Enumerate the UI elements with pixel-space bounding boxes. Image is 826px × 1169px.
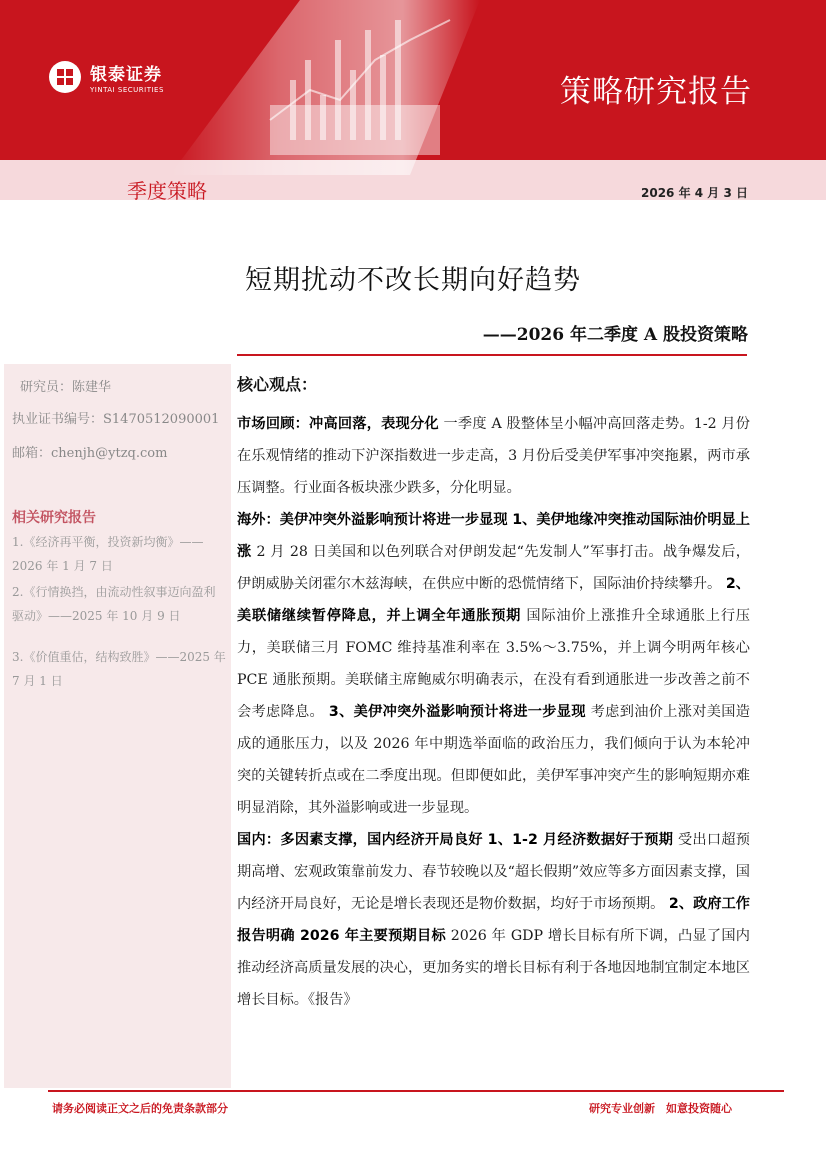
domestic-point-1-text: 受出口超预期高增、宏观政策靠前发力、春节较晚以及“超长假期”效应等多方面因素支撑，国内经济开局良好，无论是增长表现还是物价数据，均好于市场预期。 — [237, 832, 750, 912]
related-report-item[interactable]: 2.《行情换挡，由流动性叙事迈向盈利驱动》——2025 年 10 月 9 日 — [12, 585, 216, 623]
overseas-point-1-heading: 1、美伊地缘冲突推动国际油价明显上涨 — [237, 512, 750, 560]
core-views-body — [237, 408, 750, 1016]
domestic-point-2-heading: 2、政府工作报告明确 2026 年主要预期目标 — [237, 896, 750, 944]
overseas-point-1-text: 2 月 28 日美国和以色列联合对伊朗发起“先发制人”军事打击。战争爆发后，伊朗威胁关闭霍尔木兹海峡，在供应中断的恐慌情绪下，国际油价持续攀升。 — [237, 544, 750, 592]
related-reports-heading: 相关研究报告 — [12, 510, 96, 526]
license-number: 执业证书编号：S1470512090001 — [12, 412, 220, 427]
publication-date: 2026 年 4 月 3 日 — [641, 186, 748, 200]
sidebar — [4, 364, 231, 1088]
overseas-point-2-text: 国际油价上涨推升全球通胀上行压力，美联储三月 FOMC 维持基准利率在 3.5%～3.75%，并上调今明两年核心 PCE 通胀预期。美联储主席鲍威尔明确表示，在没有看到通胀进一步改善之前不会考虑降息。 — [237, 608, 750, 720]
company-logo — [48, 60, 164, 94]
analyst-email[interactable]: 邮箱：chenjh@ytzq.com — [12, 446, 168, 461]
market-review-text: 一季度 A 股整体呈小幅冲高回落走势。1-2 月份在乐观情绪的推动下沪深指数进一步走高，3 月份后受美伊军事冲突拖累，两市承压调整。行业面各板块涨少跌多，分化明显。 — [237, 416, 750, 496]
market-review-paragraph — [237, 408, 750, 504]
domestic-point-1-heading: 1、1-2 月经济数据好于预期 — [487, 832, 674, 848]
analyst-name: 研究员：陈建华 — [20, 380, 112, 395]
domestic-paragraph — [237, 824, 750, 1016]
domestic-heading: 国内：多因素支撑，国内经济开局良好 — [237, 832, 483, 848]
report-header — [0, 0, 826, 203]
related-report-item[interactable]: 3.《价值重估，结构致胜》——2025 年 7 月 1 日 — [12, 650, 226, 688]
core-views-heading: 核心观点： — [237, 375, 318, 394]
title-divider — [237, 354, 747, 356]
footer-slogan: 研究专业创新 如意投资随心 — [589, 1102, 732, 1115]
overseas-point-2-heading: 2、美联储继续暂停降息，并上调全年通胀预期 — [237, 576, 750, 624]
header-decorative-artwork — [150, 0, 570, 175]
report-title: 短期扰动不改长期向好趋势 — [245, 265, 581, 296]
related-report-item[interactable]: 1.《经济再平衡，投资新均衡》——2026 年 1 月 7 日 — [12, 535, 204, 573]
overseas-point-3-text: 考虑到油价上涨对美国造成的通胀压力，以及 2026 年中期选举面临的政治压力，我们倾向于认为本轮冲突的关键转折点或在二季度出现。但即便如此，美伊军事冲突产生的影响短期亦难明显消除，其外溢影响或进一步显现。 — [237, 704, 750, 816]
footer-divider — [48, 1090, 784, 1092]
overseas-heading: 海外：美伊冲突外溢影响预计将进一步显现 — [237, 512, 508, 528]
logo-english-name: YINTAI SECURITIES — [90, 86, 164, 94]
logo-chinese-name: 银泰证券 — [90, 65, 162, 85]
footer-disclaimer-note: 请务必阅读正文之后的免责条款部分 — [52, 1102, 228, 1115]
market-review-heading: 市场回顾：冲高回落，表现分化 — [237, 416, 439, 432]
report-type: 策略研究报告 — [560, 74, 752, 110]
overseas-point-3-heading: 3、美伊冲突外溢影响预计将进一步显现 — [328, 704, 586, 720]
logo-mark-icon — [48, 60, 82, 94]
report-subtitle: ——2026 年二季度 A 股投资策略 — [482, 325, 748, 345]
domestic-point-2-text: 2026 年 GDP 增长目标有所下调，凸显了国内推动经济高质量发展的决心，更加务实的增长目标有利于各地因地制宜制定本地区增长目标。《报告》 — [237, 928, 750, 1008]
overseas-paragraph — [237, 504, 750, 824]
report-category: 季度策略 — [127, 179, 207, 203]
